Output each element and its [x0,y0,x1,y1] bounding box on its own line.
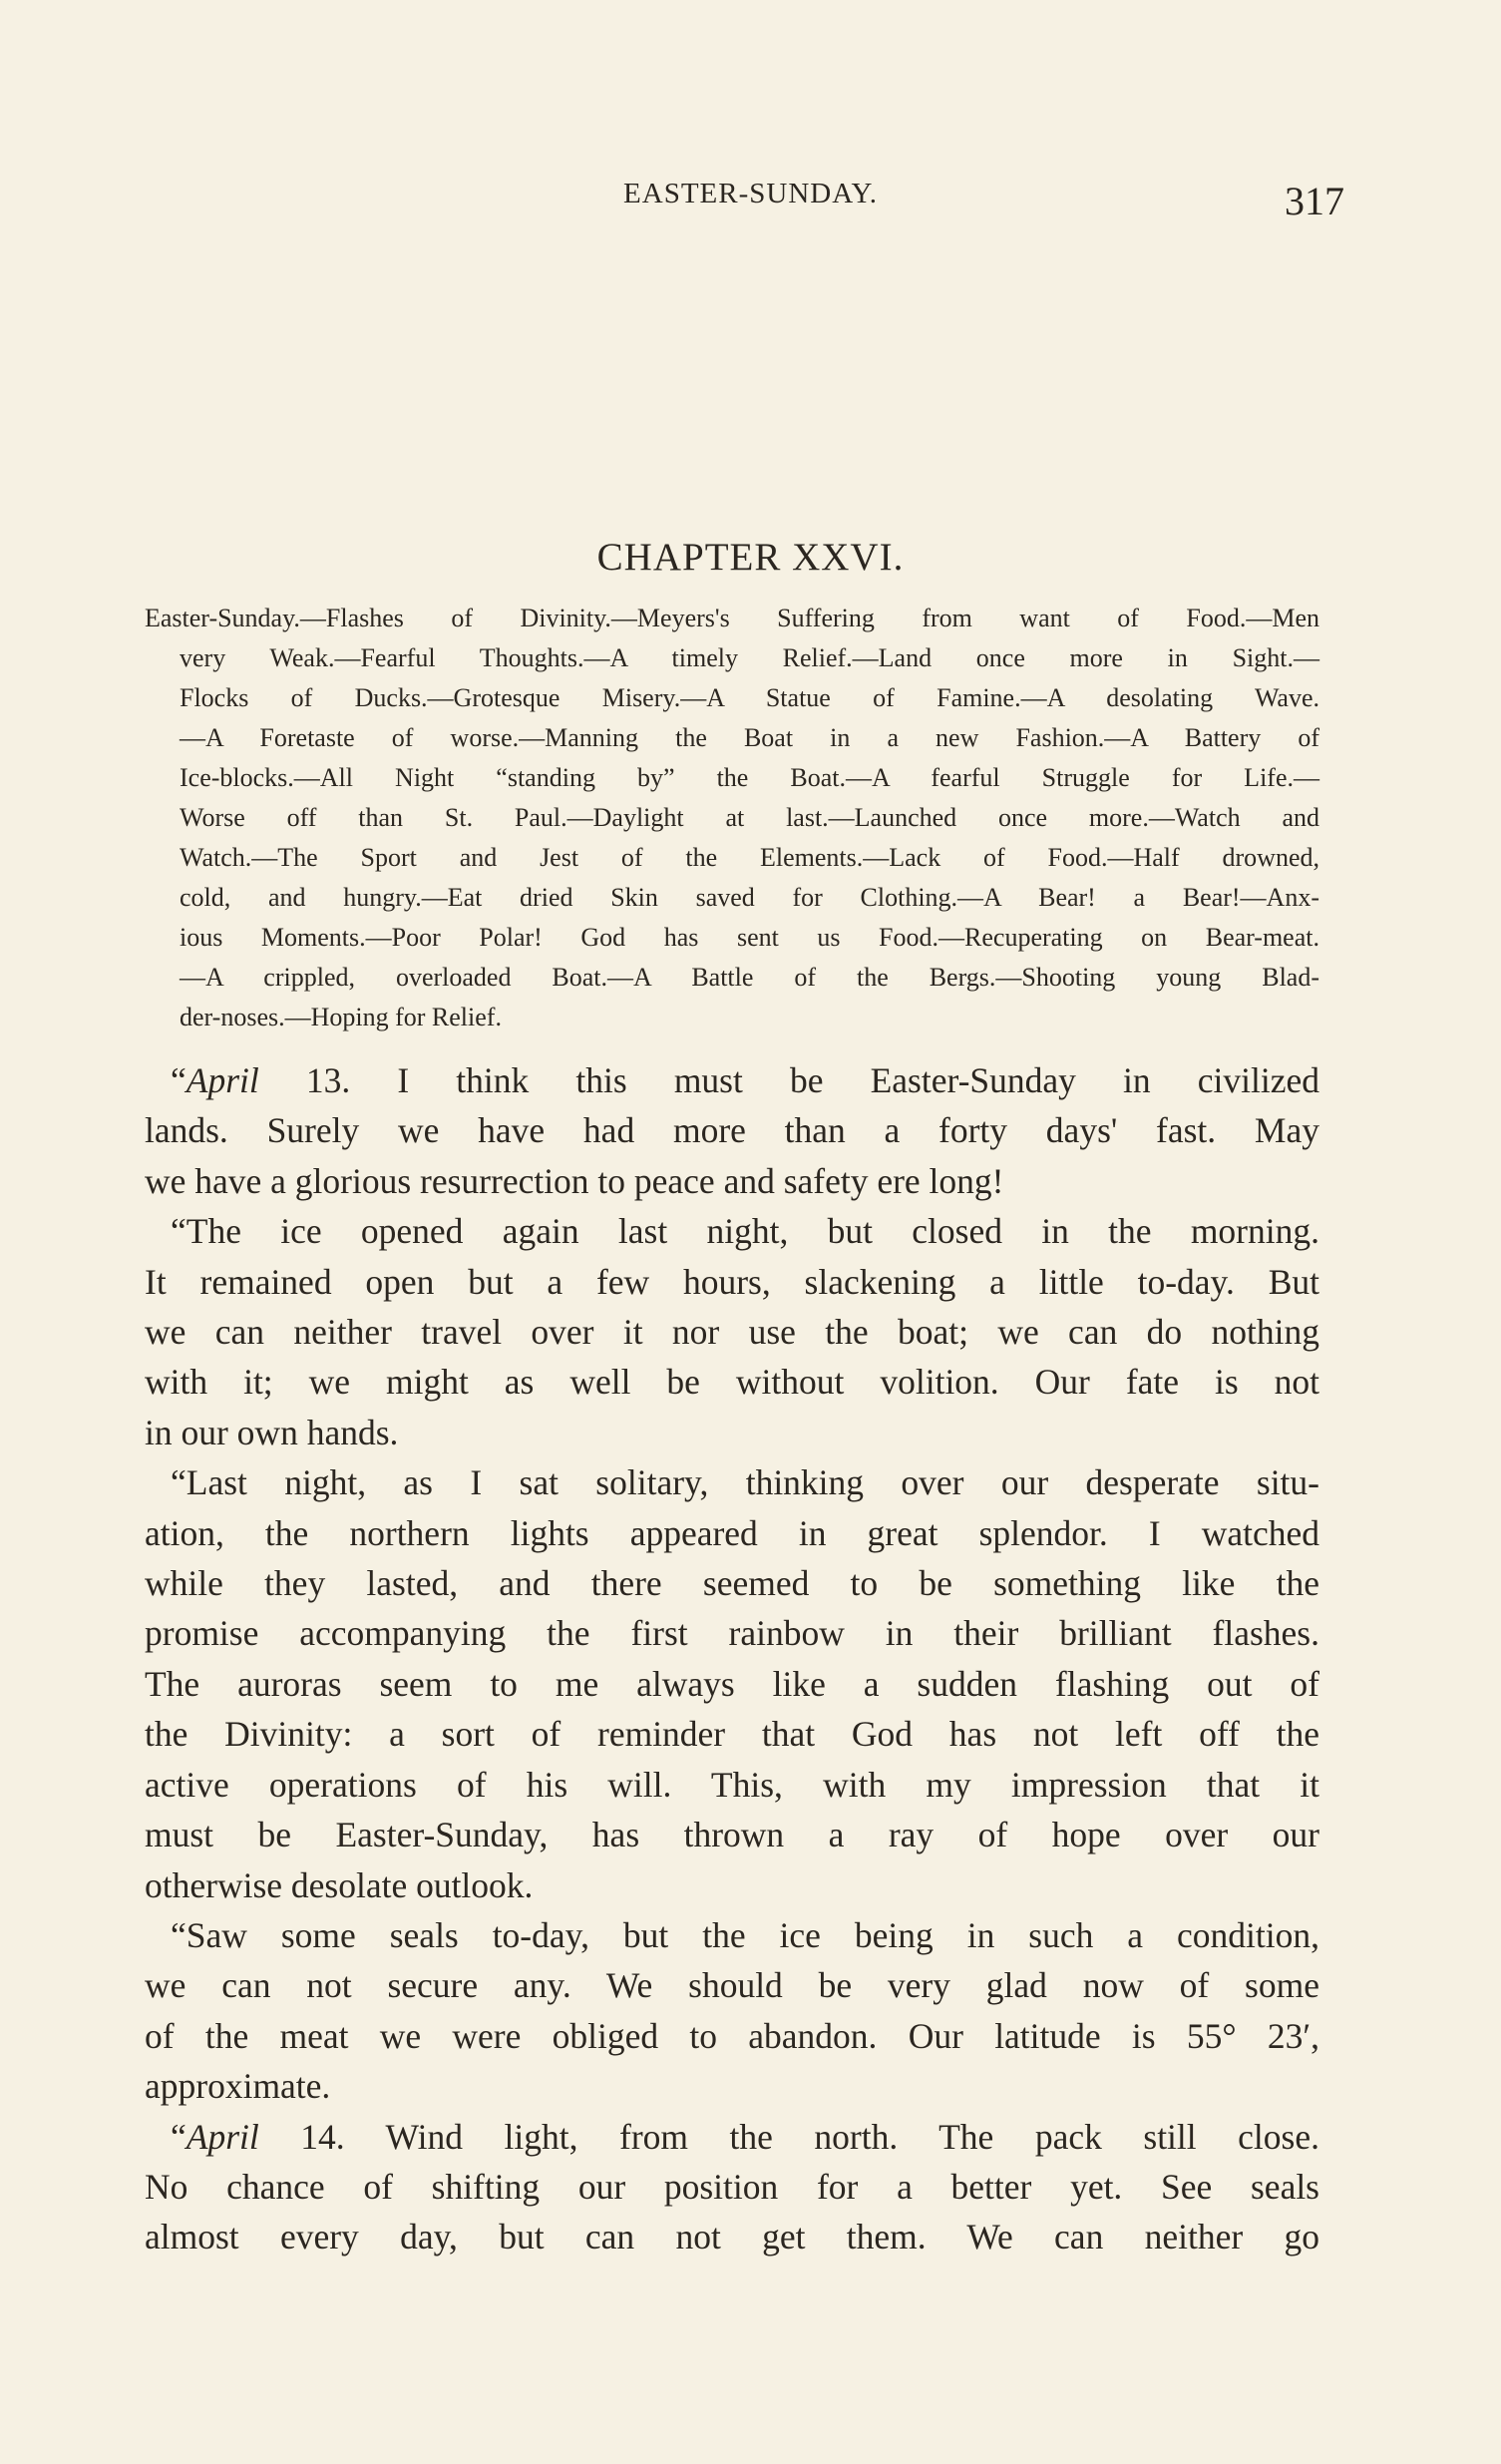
line-text: “The ice opened again last night, but closed in the morning. [171,1211,1319,1252]
text-line [145,2162,1319,2212]
text-line [145,1659,1319,1709]
open-quote: “ [171,1060,187,1100]
line-text: 14. Wind light, from the north. The pack still close. [258,2116,1319,2157]
entry-date: April [186,1060,259,1100]
line-text: It remained open but a few hours, slackening a little to-day. But [145,1261,1319,1302]
synopsis-line: Easter-Sunday.—Flashes of Divinity.—Meyers's Suffering from want of Food.—Men [145,604,1319,632]
chapter-synopsis [145,599,1319,1037]
text-line [145,1307,1319,1357]
line-text: we can not secure any. We should be very glad now of some [145,1965,1319,2006]
line-text: almost every day, but can not get them. We can neither go [145,2217,1319,2258]
line-text: with it; we might as well be without volition. Our fate is not [145,1362,1319,1403]
synopsis-line: Flocks of Ducks.—Grotesque Misery.—A Statue of Famine.—A desolating Wave. [180,683,1319,712]
line-text: while they lasted, and there seemed to be something like the [145,1563,1319,1604]
synopsis-line: Watch.—The Sport and Jest of the Elements.—Lack of Food.—Half drowned, [180,843,1319,872]
line-text: ation, the northern lights appeared in great splendor. I watched [145,1512,1319,1553]
synopsis-line: Worse off than St. Paul.—Daylight at last.—Launched once more.—Watch and [180,803,1319,832]
body-text [145,1055,1319,2262]
line-text: in our own hands. [145,1412,399,1452]
text-line [145,1910,1319,1960]
synopsis-line: cold, and hungry.—Eat dried Skin saved for Clothing.—A Bear! a Bear!—Anx- [180,883,1319,912]
line-text: No chance of shifting our position for a better yet. See seals [145,2166,1319,2207]
line-text: approximate. [145,2066,331,2107]
line-text: lands. Surely we have had more than a forty days' fast. May [145,1110,1319,1151]
text-line [145,1357,1319,1407]
line-text: the Divinity: a sort of reminder that God has not left off the [145,1714,1319,1755]
synopsis-line: Ice-blocks.—All Night “standing by” the Boat.—A fearful Struggle for Life.— [180,763,1319,792]
text-line [145,1408,1319,1457]
line-text: active operations of his will. This, with my impression that it [145,1764,1319,1805]
line-text: “Last night, as I sat solitary, thinking over our desperate situ- [171,1462,1319,1503]
chapter-title: CHAPTER XXVI. [596,536,905,579]
text-line [145,1810,1319,1859]
text-line [145,2061,1319,2111]
line-text: 13. I think this must be Easter-Sunday in civilized [258,1060,1319,1100]
text-line [145,1960,1319,2010]
text-line [145,1156,1319,1206]
line-text: The auroras seem to me always like a sudden flashing out of [145,1663,1319,1704]
running-title: EASTER-SUNDAY. [623,178,878,209]
text-line [145,2011,1319,2061]
text-line [145,1860,1319,1910]
line-text: we have a glorious resurrection to peace and safety ere long! [145,1160,1004,1201]
text-line [145,1257,1319,1307]
line-text: we can neither travel over it nor use the boat; we can do nothing [145,1312,1319,1353]
line-text: promise accompanying the first rainbow in their brilliant flashes. [145,1613,1319,1654]
line-text: must be Easter-Sunday, has thrown a ray of hope over our [145,1815,1319,1855]
synopsis-line: ious Moments.—Poor Polar! God has sent us Food.—Recuperating on Bear-meat. [180,923,1319,952]
text-line [145,1709,1319,1759]
text-line [145,1760,1319,1810]
open-quote: “ [171,2116,187,2157]
synopsis-line: —A Foretaste of worse.—Manning the Boat in a new Fashion.—A Battery of [180,723,1319,752]
synopsis-line: —A crippled, overloaded Boat.—A Battle of the Bergs.—Shooting young Blad- [180,963,1319,992]
text-line [145,1206,1319,1256]
text-line [145,1055,1319,1105]
text-line [145,1508,1319,1558]
line-text: otherwise desolate outlook. [145,1864,534,1905]
entry-date: April [186,2116,259,2157]
synopsis-line: der-noses.—Hoping for Relief. [180,1003,502,1031]
line-text: “Saw some seals to-day, but the ice being in such a condition, [171,1914,1319,1955]
text-line [145,1608,1319,1658]
text-line [145,1457,1319,1507]
text-line [145,1105,1319,1155]
text-line [145,1558,1319,1608]
line-text: of the meat we were obliged to abandon. Our latitude is 55° 23′, [145,2015,1319,2056]
synopsis-line: very Weak.—Fearful Thoughts.—A timely Relief.—Land once more in Sight.— [180,643,1319,672]
page-number: 317 [1285,179,1344,223]
text-line [145,2112,1319,2162]
text-line [145,2212,1319,2261]
